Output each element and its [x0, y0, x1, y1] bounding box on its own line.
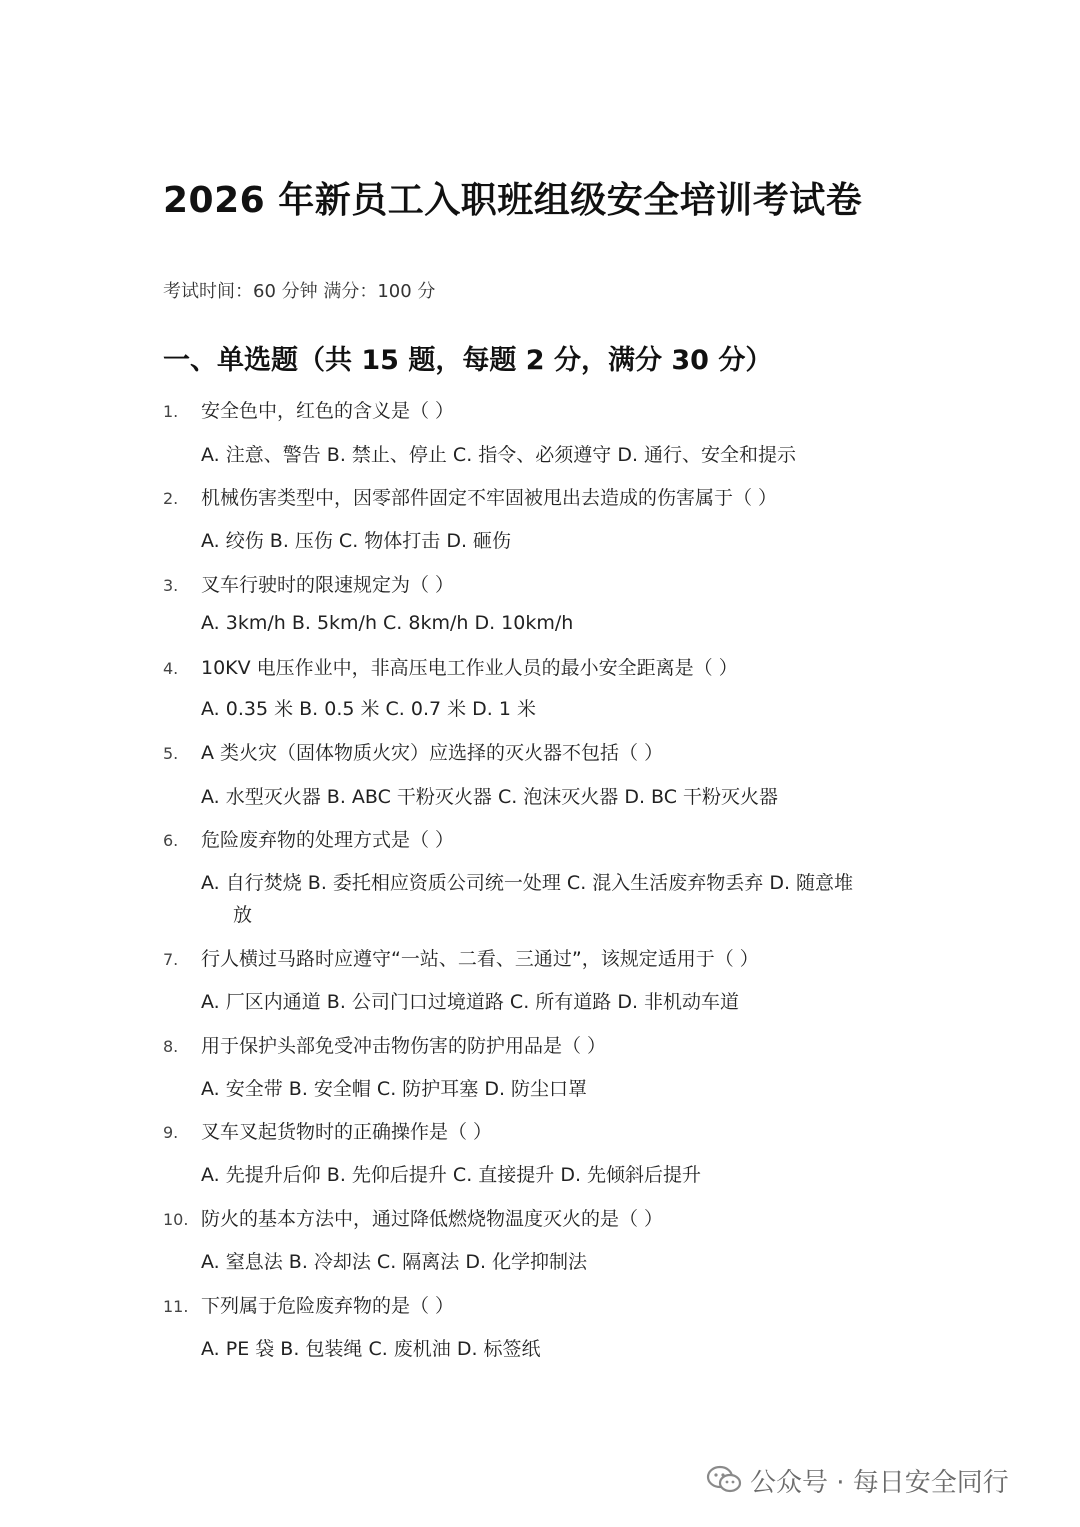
question-9: [163, 1117, 492, 1144]
question-number: 10.: [163, 1210, 189, 1229]
question-number: 7.: [163, 950, 179, 969]
question-6: [163, 825, 454, 852]
question-text: 叉车叉起货物时的正确操作是（ ）: [201, 1121, 493, 1143]
question-4: [163, 653, 738, 680]
question-9-options: A. 先提升后仰 B. 先仰后提升 C. 直接提升 D. 先倾斜后提升: [201, 1164, 702, 1186]
question-text: 叉车行驶时的限速规定为（ ）: [201, 574, 455, 596]
question-text: 防火的基本方法中，通过降低燃烧物温度灭火的是（ ）: [201, 1208, 664, 1230]
question-text: 下列属于危险废弃物的是（ ）: [201, 1295, 455, 1317]
question-number: 8.: [163, 1037, 179, 1056]
question-5: [163, 738, 663, 765]
question-5-options: A. 水型灭火器 B. ABC 干粉灭火器 C. 泡沫灭火器 D. BC 干粉灭火器: [201, 786, 779, 808]
question-text: 危险废弃物的处理方式是（ ）: [201, 829, 455, 851]
question-number: 11.: [163, 1297, 189, 1316]
page-title: 2026 年新员工入职班组级安全培训考试卷: [163, 180, 863, 221]
question-2-options: A. 绞伤 B. 压伤 C. 物体打击 D. 砸伤: [201, 530, 512, 552]
question-3: [163, 570, 454, 597]
wechat-watermark: [706, 1460, 1009, 1500]
question-number: 9.: [163, 1123, 179, 1142]
question-text: A 类火灾（固体物质火灾）应选择的灭火器不包括（ ）: [201, 742, 664, 764]
question-text: 用于保护头部免受冲击物伤害的防护用品是（ ）: [201, 1035, 607, 1057]
question-text: 安全色中，红色的含义是（ ）: [201, 400, 455, 422]
question-11: [163, 1291, 454, 1318]
question-11-options: A. PE 袋 B. 包装绳 C. 废机油 D. 标签纸: [201, 1338, 541, 1360]
question-text: 10KV 电压作业中，非高压电工作业人员的最小安全距离是（ ）: [201, 657, 738, 679]
question-10-options: A. 窒息法 B. 冷却法 C. 隔离法 D. 化学抑制法: [201, 1251, 588, 1273]
question-number: 3.: [163, 576, 179, 595]
question-4-options: A. 0.35 米 B. 0.5 米 C. 0.7 米 D. 1 米: [201, 698, 537, 720]
question-8: [163, 1031, 606, 1058]
question-2: [163, 483, 777, 510]
question-6-options-continued: 放: [233, 904, 253, 926]
exam-meta: 考试时间：60 分钟 满分：100 分: [163, 281, 436, 302]
question-number: 5.: [163, 744, 179, 763]
question-10: [163, 1204, 663, 1231]
question-number: 6.: [163, 831, 179, 850]
question-7-options: A. 厂区内通道 B. 公司门口过境道路 C. 所有道路 D. 非机动车道: [201, 991, 740, 1013]
question-7: [163, 944, 759, 971]
question-text: 行人横过马路时应遵守“一站、二看、三通过”，该规定适用于（ ）: [201, 948, 759, 970]
wechat-official-account-icon: [706, 1465, 742, 1495]
question-number: 4.: [163, 659, 179, 678]
question-3-options: A. 3km/h B. 5km/h C. 8km/h D. 10km/h: [201, 612, 574, 634]
question-number: 1.: [163, 402, 179, 421]
question-text: 机械伤害类型中，因零部件固定不牢固被甩出去造成的伤害属于（ ）: [201, 487, 778, 509]
question-1: [163, 396, 454, 423]
watermark-text: 公众号 · 每日安全同行: [750, 1467, 1009, 1498]
question-6-options: A. 自行焚烧 B. 委托相应资质公司统一处理 C. 混入生活废弃物丢弃 D. 随意堆: [201, 872, 854, 894]
section-heading: 一、单选题（共 15 题，每题 2 分，满分 30 分）: [163, 345, 773, 376]
question-1-options: A. 注意、警告 B. 禁止、停止 C. 指令、必须遵守 D. 通行、安全和提示: [201, 444, 797, 466]
question-number: 2.: [163, 489, 179, 508]
question-8-options: A. 安全带 B. 安全帽 C. 防护耳塞 D. 防尘口罩: [201, 1078, 588, 1100]
